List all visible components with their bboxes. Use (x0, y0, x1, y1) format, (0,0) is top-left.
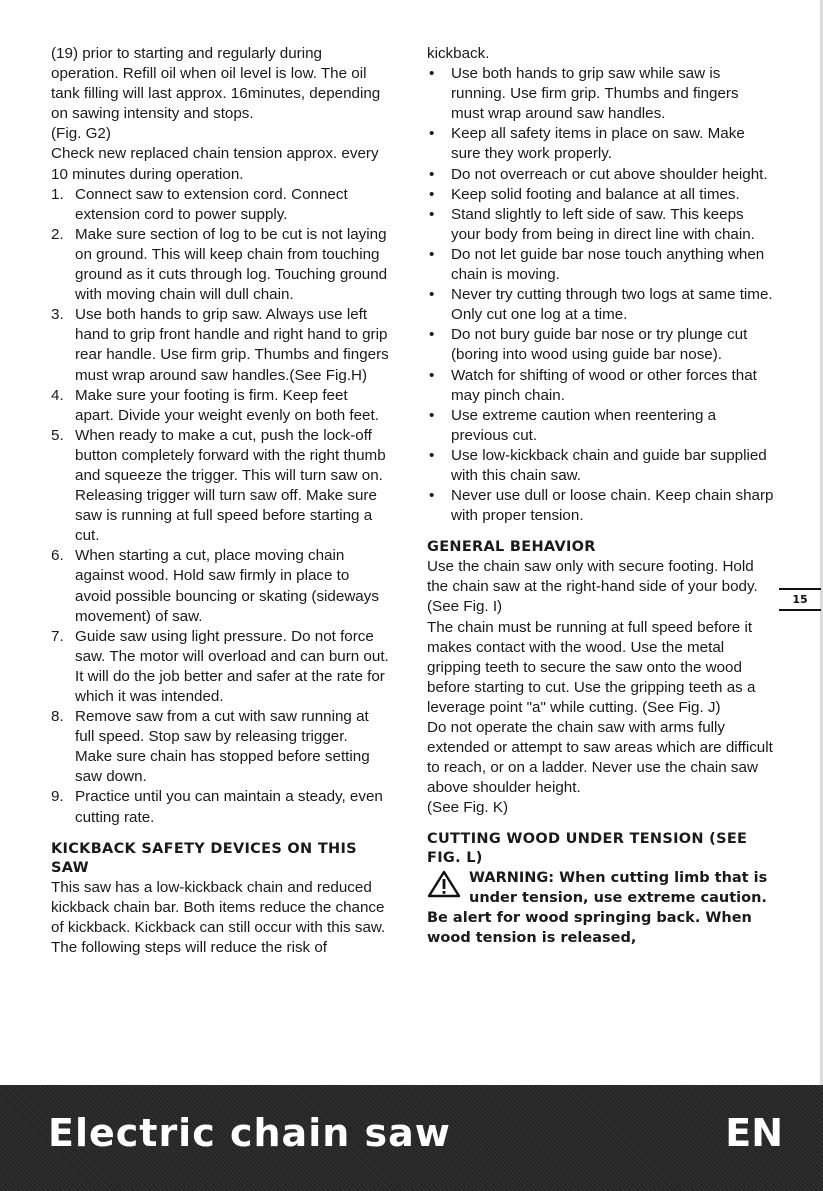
bullet-item (427, 165, 775, 185)
continued-text: kickback. (427, 45, 490, 62)
step-item (51, 627, 389, 707)
bullet-text: Never try cutting through two logs at same time. Only cut one log at a time. (451, 286, 773, 324)
bullet-icon: • (429, 205, 435, 223)
bullet-item (427, 366, 775, 406)
warning-triangle-icon (427, 870, 461, 898)
step-text: Guide saw using light pressure. Do not force saw. The motor will overload and can burn out. It will do the job better and safer at the rate for which it was intended. (75, 627, 389, 705)
bullet-text: Use low-kickback chain and guide bar supplied with this chain saw. (451, 446, 767, 484)
bullet-text: Use both hands to grip saw while saw is running. Use firm grip. Thumbs and fingers must wrap around saw handles. (451, 65, 739, 123)
bullet-text: Keep all safety items in place on saw. Make sure they work properly. (451, 125, 745, 163)
bullet-icon: • (429, 366, 435, 384)
bullet-text: Stand slightly to left side of saw. This keeps your body from being in direct line with chain. (451, 205, 755, 243)
right-column (427, 44, 775, 948)
step-number: 8. (51, 708, 64, 726)
step-number: 9. (51, 788, 64, 806)
operation-steps (51, 185, 389, 828)
kickback-paragraph: This saw has a low-kickback chain and reduced kickback chain bar. Both items reduce the chance of kickback. Kickback can still occur with this saw. (51, 878, 386, 936)
bullet-text: Never use dull or loose chain. Keep chain sharp with proper tension. (451, 487, 774, 525)
general-fig-ref: (See Fig. K) (427, 799, 509, 817)
step-number: 2. (51, 225, 64, 243)
bullet-item (427, 124, 775, 164)
bullet-item (427, 64, 775, 124)
intro-paragraph: Check new replaced chain tension approx. every 10 minutes during operation. (51, 145, 379, 183)
kickback-heading: KICKBACK SAFETY DEVICES ON THIS SAW (51, 840, 357, 876)
page-number-rule (779, 609, 821, 611)
bullet-text: Keep solid footing and balance at all times. (451, 185, 740, 203)
footer-banner (0, 1085, 823, 1191)
step-item (51, 225, 389, 305)
kickback-bullets (427, 64, 775, 526)
bullet-icon: • (429, 326, 435, 344)
intro-paragraph: (19) prior to starting and regularly during operation. Refill oil when oil level is low. The oil tank filling will last approx. 16minutes, depending on sawing intensity and stops. (51, 45, 381, 123)
step-item (51, 185, 389, 225)
step-item (51, 546, 389, 626)
bullet-item (427, 285, 775, 325)
step-text: When ready to make a cut, push the lock-off button completely forward with the right thumb and squeeze the trigger. This will turn saw on. Releasing trigger will turn saw off. Make sure saw is running at full speed before starting a cut. (75, 426, 386, 545)
step-text: When starting a cut, place moving chain against wood. Hold saw firmly in place to avoid possible bouncing or skating (sideways movement) of saw. (75, 547, 379, 625)
bullet-item (427, 446, 775, 486)
bullet-icon: • (429, 125, 435, 143)
bullet-icon: • (429, 185, 435, 203)
bullet-item (427, 406, 775, 446)
step-number: 5. (51, 426, 64, 444)
left-column (51, 44, 389, 958)
footer-title: Electric chain saw (48, 1111, 451, 1155)
step-number: 4. (51, 386, 64, 404)
bullet-icon: • (429, 446, 435, 464)
general-paragraph: Use the chain saw only with secure footing. Hold the chain saw at the right-hand side of your body. (See Fig. I) (427, 558, 758, 616)
language-code: EN (725, 1111, 783, 1155)
step-number: 3. (51, 306, 64, 324)
bullet-item (427, 205, 775, 245)
bullet-text: Watch for shifting of wood or other forces that may pinch chain. (451, 366, 757, 404)
bullet-icon: • (429, 245, 435, 263)
bullet-text: Do not let guide bar nose touch anything when chain is moving. (451, 245, 765, 284)
step-item (51, 305, 389, 385)
page-number-tab (779, 588, 821, 611)
step-number: 6. (51, 547, 64, 565)
step-text: Make sure section of log to be cut is not laying on ground. This will keep chain from touching ground as it cuts through log. Touching ground with moving chain will dull chain. (75, 225, 388, 304)
step-item (51, 426, 389, 547)
step-number: 7. (51, 627, 64, 645)
step-text: Remove saw from a cut with saw running at full speed. Stop saw by releasing trigger. Make sure chain has stopped before setting saw down. (75, 708, 370, 786)
bullet-text: Do not bury guide bar nose or try plunge cut (boring into wood using guide bar nose). (451, 326, 748, 364)
page-number: 15 (792, 593, 808, 606)
step-text: Make sure your footing is firm. Keep feet apart. Divide your weight evenly on both feet. (75, 386, 379, 424)
kickback-paragraph: The following steps will reduce the risk of (51, 938, 328, 956)
general-behavior-heading: GENERAL BEHAVIOR (427, 539, 596, 556)
bullet-icon: • (429, 406, 435, 424)
bullet-icon: • (429, 165, 435, 183)
step-text: Practice until you can maintain a steady, even cutting rate. (75, 788, 383, 826)
intro-fig-ref: (Fig. G2) (51, 125, 111, 143)
bullet-item (427, 185, 775, 205)
bullet-text: Use extreme caution when reentering a previous cut. (451, 406, 717, 444)
general-paragraph: The chain must be running at full speed before it makes contact with the wood. Use the metal gripping teeth to secure the saw onto the wood before starting to cut. Use the gripping teeth as a leverage point "a" while cutting. (See Fig. J) (427, 618, 756, 716)
tension-heading: CUTTING WOOD UNDER TENSION (SEE FIG. L) (427, 831, 748, 867)
step-item (51, 707, 389, 787)
bullet-item (427, 325, 775, 365)
bullet-icon: • (429, 487, 435, 505)
bullet-icon: • (429, 65, 435, 83)
step-item (51, 787, 389, 827)
general-paragraph: Do not operate the chain saw with arms fully extended or attempt to saw areas which are difficult to reach, or on a ladder. Never use the chain saw above shoulder height. (427, 719, 773, 797)
step-text: Use both hands to grip saw. Always use left hand to grip front handle and right hand to grip rear handle. Use firm grip. Thumbs and fingers must wrap around saw handles.(See Fig.H) (75, 306, 389, 384)
step-text: Connect saw to extension cord. Connect extension cord to power supply. (75, 185, 348, 223)
step-number: 1. (51, 185, 64, 203)
bullet-text: Do not overreach or cut above shoulder height. (451, 165, 768, 183)
bullet-icon: • (429, 286, 435, 304)
warning-block (427, 868, 775, 948)
warning-text: WARNING: When cutting limb that is under tension, use extreme caution. Be alert for wood springing back. When wood tension is released, (427, 870, 768, 947)
bullet-item (427, 486, 775, 526)
step-item (51, 386, 389, 426)
bullet-item (427, 245, 775, 285)
